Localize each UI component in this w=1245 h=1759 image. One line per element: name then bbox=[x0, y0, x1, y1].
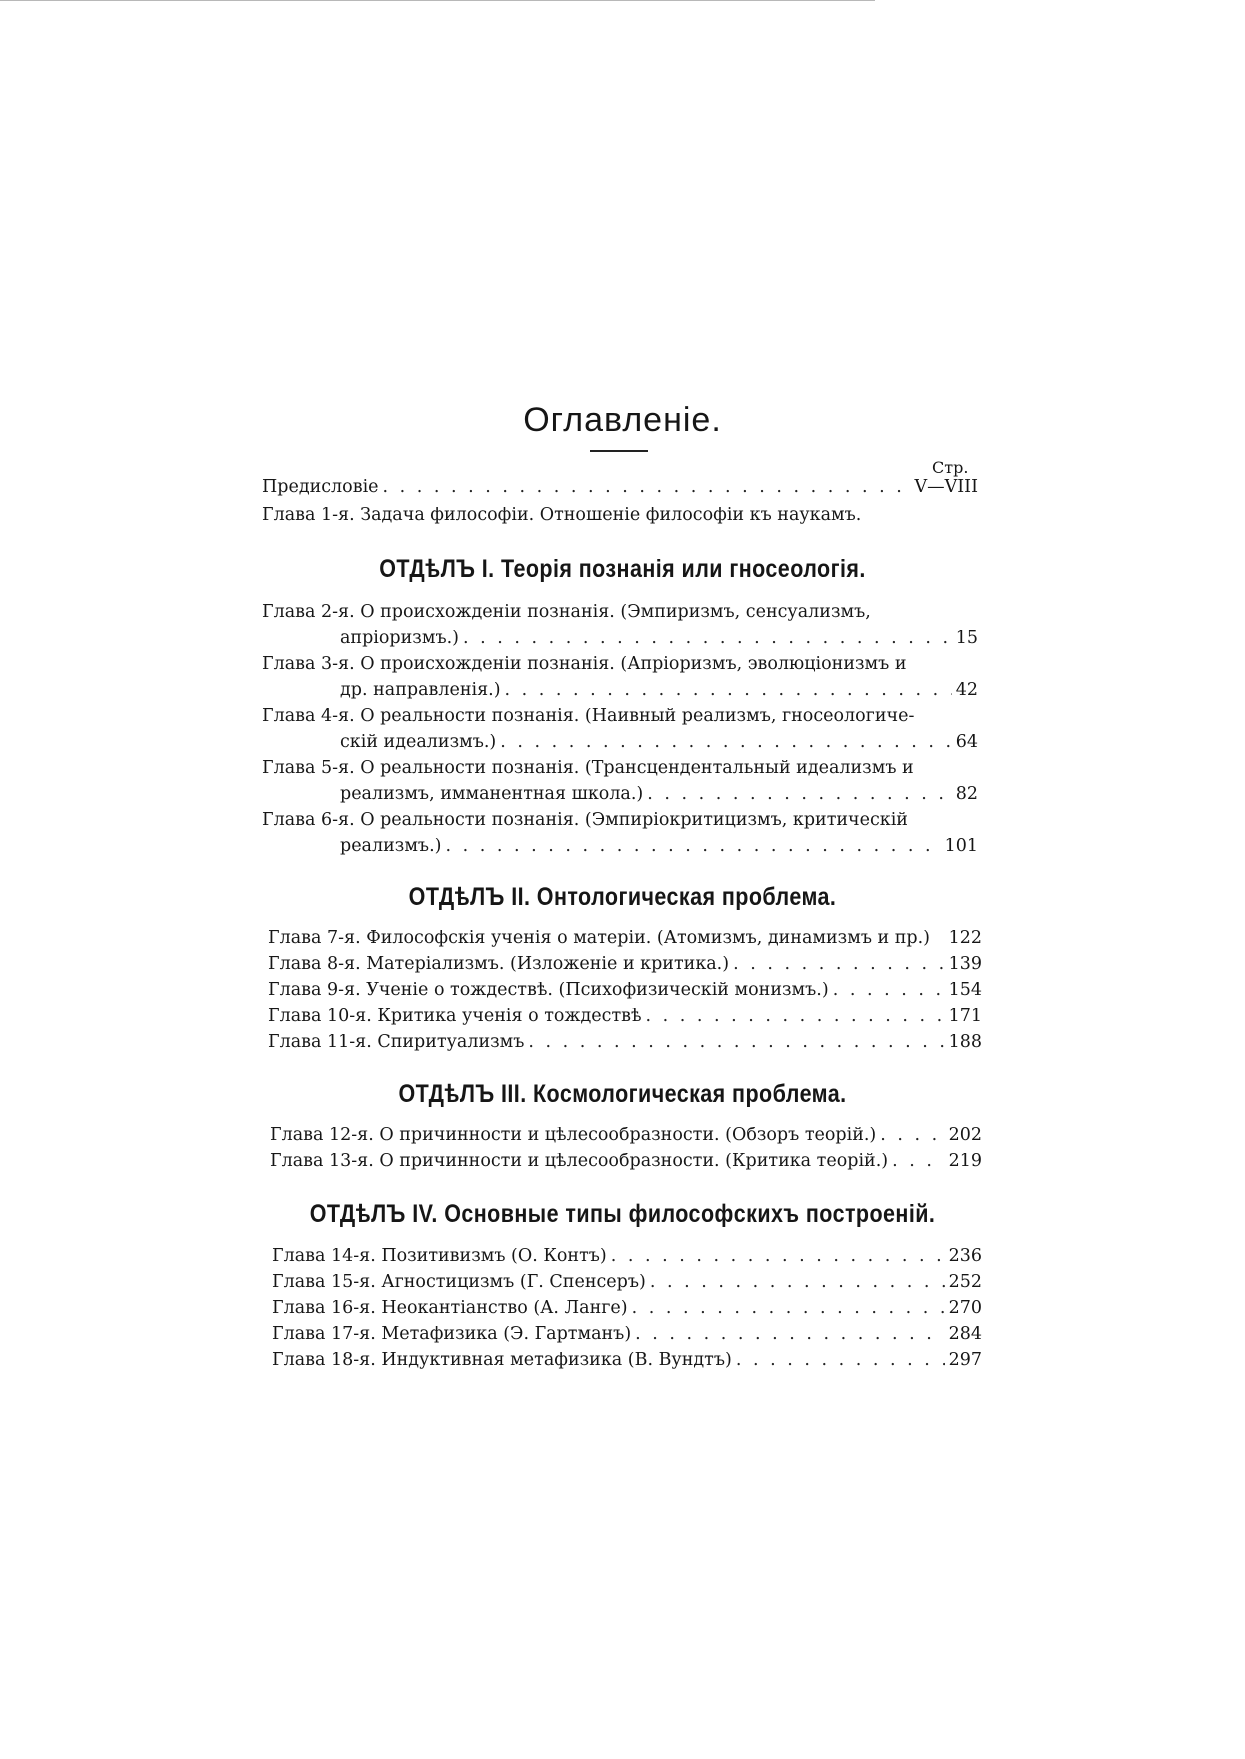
toc-entry-label: Предисловіе bbox=[262, 479, 379, 497]
section-heading-3: ОТДѣЛЪ III. Космологическая проблема. bbox=[398, 1080, 847, 1108]
toc-entry-page: 188 bbox=[948, 1034, 982, 1052]
toc-entry-chapter-13[interactable] bbox=[270, 1153, 982, 1171]
toc-entry-label: Глава 5-я. О реальности познанія. (Трансцендентальный идеализмъ и bbox=[262, 760, 914, 778]
toc-entry-page: 270 bbox=[948, 1300, 982, 1318]
toc-entry-page: 82 bbox=[955, 786, 978, 804]
leader-dots bbox=[632, 1300, 945, 1318]
toc-entry-label: Глава 17-я. Метафизика (Э. Гартманъ) bbox=[272, 1326, 632, 1344]
toc-entry-chapter-7[interactable] bbox=[268, 930, 982, 948]
toc-entry-label: Глава 4-я. О реальности познанія. (Наивный реализмъ, гносеологиче- bbox=[262, 708, 915, 726]
leader-dots bbox=[445, 838, 940, 856]
toc-entry-chapter-2[interactable] bbox=[262, 604, 978, 622]
toc-entry-label: Глава 8-я. Матеріализмъ. (Изложеніе и критика.) bbox=[268, 956, 730, 974]
toc-entry-chapter-5[interactable] bbox=[262, 760, 978, 778]
toc-entry-label: др. направленія.) bbox=[340, 682, 501, 700]
leader-dots bbox=[646, 1008, 945, 1026]
toc-entry-chapter-6[interactable] bbox=[262, 812, 978, 830]
toc-entry-chapter-3-cont[interactable] bbox=[340, 682, 978, 700]
toc-entry-label: скій идеализмъ.) bbox=[340, 734, 497, 752]
leader-dots bbox=[635, 1326, 944, 1344]
toc-entry-chapter-9[interactable] bbox=[268, 982, 982, 1000]
leader-dots bbox=[733, 956, 945, 974]
page-column-header: Стр. bbox=[932, 458, 969, 477]
toc-entry-label: Глава 11-я. Спиритуализмъ bbox=[268, 1034, 525, 1052]
toc-entry-chapter-5-cont[interactable] bbox=[340, 786, 978, 804]
toc-entry-page: 15 bbox=[955, 630, 978, 648]
toc-entry-label: Глава 10-я. Критика ученія о тождествѣ bbox=[268, 1008, 642, 1026]
section-heading-1: ОТДѣЛЪ I. Теорія познанія или гносеологія. bbox=[379, 555, 866, 583]
toc-entry-chapter-11[interactable] bbox=[268, 1034, 982, 1052]
toc-entry-chapter-15[interactable] bbox=[272, 1274, 982, 1292]
toc-entry-page: 219 bbox=[948, 1153, 982, 1171]
section-heading-4: ОТДѣЛЪ IV. Основные типы философскихъ построеній. bbox=[309, 1200, 936, 1228]
toc-entry-label: Глава 7-я. Философскія ученія о матеріи. (Атомизмъ, динамизмъ и пр.) bbox=[268, 930, 931, 948]
toc-entry-label: Глава 12-я. О причинности и цѣлесообразности. (Обзоръ теорій.) bbox=[270, 1127, 877, 1145]
scan-top-edge bbox=[0, 0, 875, 1]
toc-entry-chapter-4-cont[interactable] bbox=[340, 734, 978, 752]
page-title: Оглавленіе. bbox=[523, 400, 722, 439]
title-divider bbox=[590, 450, 648, 452]
toc-entry-chapter-17[interactable] bbox=[272, 1326, 982, 1344]
toc-entry-label: Глава 1-я. Задача философіи. Отношеніе философіи къ наукамъ. bbox=[262, 507, 862, 525]
toc-entry-page: 42 bbox=[955, 682, 978, 700]
toc-entry-chapter-8[interactable] bbox=[268, 956, 982, 974]
toc-entry-label: Глава 6-я. О реальности познанія. (Эмпиріокритицизмъ, критическій bbox=[262, 812, 908, 830]
toc-entry-label: Глава 13-я. О причинности и цѣлесообразности. (Критика теорій.) bbox=[270, 1153, 889, 1171]
section-heading-2: ОТДѣЛЪ II. Онтологическая проблема. bbox=[408, 883, 837, 911]
toc-entry-chapter-12[interactable] bbox=[270, 1127, 982, 1145]
leader-dots bbox=[505, 682, 952, 700]
toc-entry-label: Глава 15-я. Агностицизмъ (Г. Спенсеръ) bbox=[272, 1274, 646, 1292]
toc-entry-chapter-4[interactable] bbox=[262, 708, 978, 726]
toc-entry-label: Глава 3-я. О происхожденіи познанія. (Апріоризмъ, эволюціонизмъ и bbox=[262, 656, 907, 674]
toc-entry-chapter-16[interactable] bbox=[272, 1300, 982, 1318]
toc-entry-page: 101 bbox=[944, 838, 978, 856]
toc-entry-page: 284 bbox=[948, 1326, 982, 1344]
toc-entry-page: 139 bbox=[948, 956, 982, 974]
toc-entry-label: реализмъ.) bbox=[340, 838, 442, 856]
toc-entry-label: Глава 9-я. Ученіе о тождествѣ. (Психофизическій монизмъ.) bbox=[268, 982, 829, 1000]
toc-entry-chapter-18[interactable] bbox=[272, 1352, 982, 1370]
toc-entry-page: 154 bbox=[948, 982, 982, 1000]
toc-entry-page: 236 bbox=[948, 1248, 982, 1266]
toc-entry-page: 122 bbox=[948, 930, 982, 948]
toc-entry-label: Глава 2-я. О происхожденіи познанія. (Эмпиризмъ, сенсуализмъ, bbox=[262, 604, 871, 622]
toc-entry-page: 64 bbox=[955, 734, 978, 752]
toc-entry-page: V—VIII bbox=[914, 479, 978, 497]
leader-dots bbox=[647, 786, 951, 804]
leader-dots bbox=[880, 1127, 944, 1145]
toc-entry-label: Глава 18-я. Индуктивная метафизика (В. Вундтъ) bbox=[272, 1352, 732, 1370]
leader-dots bbox=[833, 982, 945, 1000]
toc-entry-page: 252 bbox=[948, 1274, 982, 1292]
leader-dots bbox=[650, 1274, 945, 1292]
leader-dots bbox=[892, 1153, 945, 1171]
toc-entry-chapter-6-cont[interactable] bbox=[340, 838, 978, 856]
leader-dots bbox=[463, 630, 952, 648]
toc-entry-page: 202 bbox=[948, 1127, 982, 1145]
toc-entry-label: апріоризмъ.) bbox=[340, 630, 459, 648]
toc-entry-page: 171 bbox=[948, 1008, 982, 1026]
toc-entry-label: реализмъ, имманентная школа.) bbox=[340, 786, 644, 804]
toc-entry-page: 297 bbox=[948, 1352, 982, 1370]
toc-entry-label: Глава 14-я. Позитивизмъ (О. Контъ) bbox=[272, 1248, 607, 1266]
toc-entry-preface[interactable] bbox=[262, 479, 978, 497]
toc-entry-chapter-3[interactable] bbox=[262, 656, 978, 674]
toc-entry-label: Глава 16-я. Неокантіанство (А. Ланге) bbox=[272, 1300, 628, 1318]
toc-entry-chapter-10[interactable] bbox=[268, 1008, 982, 1026]
toc-entry-chapter-2-cont[interactable] bbox=[340, 630, 978, 648]
leader-dots bbox=[736, 1352, 945, 1370]
leader-dots bbox=[611, 1248, 945, 1266]
toc-entry-chapter-14[interactable] bbox=[272, 1248, 982, 1266]
toc-entry-chapter-1[interactable] bbox=[262, 507, 978, 525]
leader-dots bbox=[383, 479, 911, 497]
leader-dots bbox=[500, 734, 951, 752]
leader-dots bbox=[528, 1034, 944, 1052]
